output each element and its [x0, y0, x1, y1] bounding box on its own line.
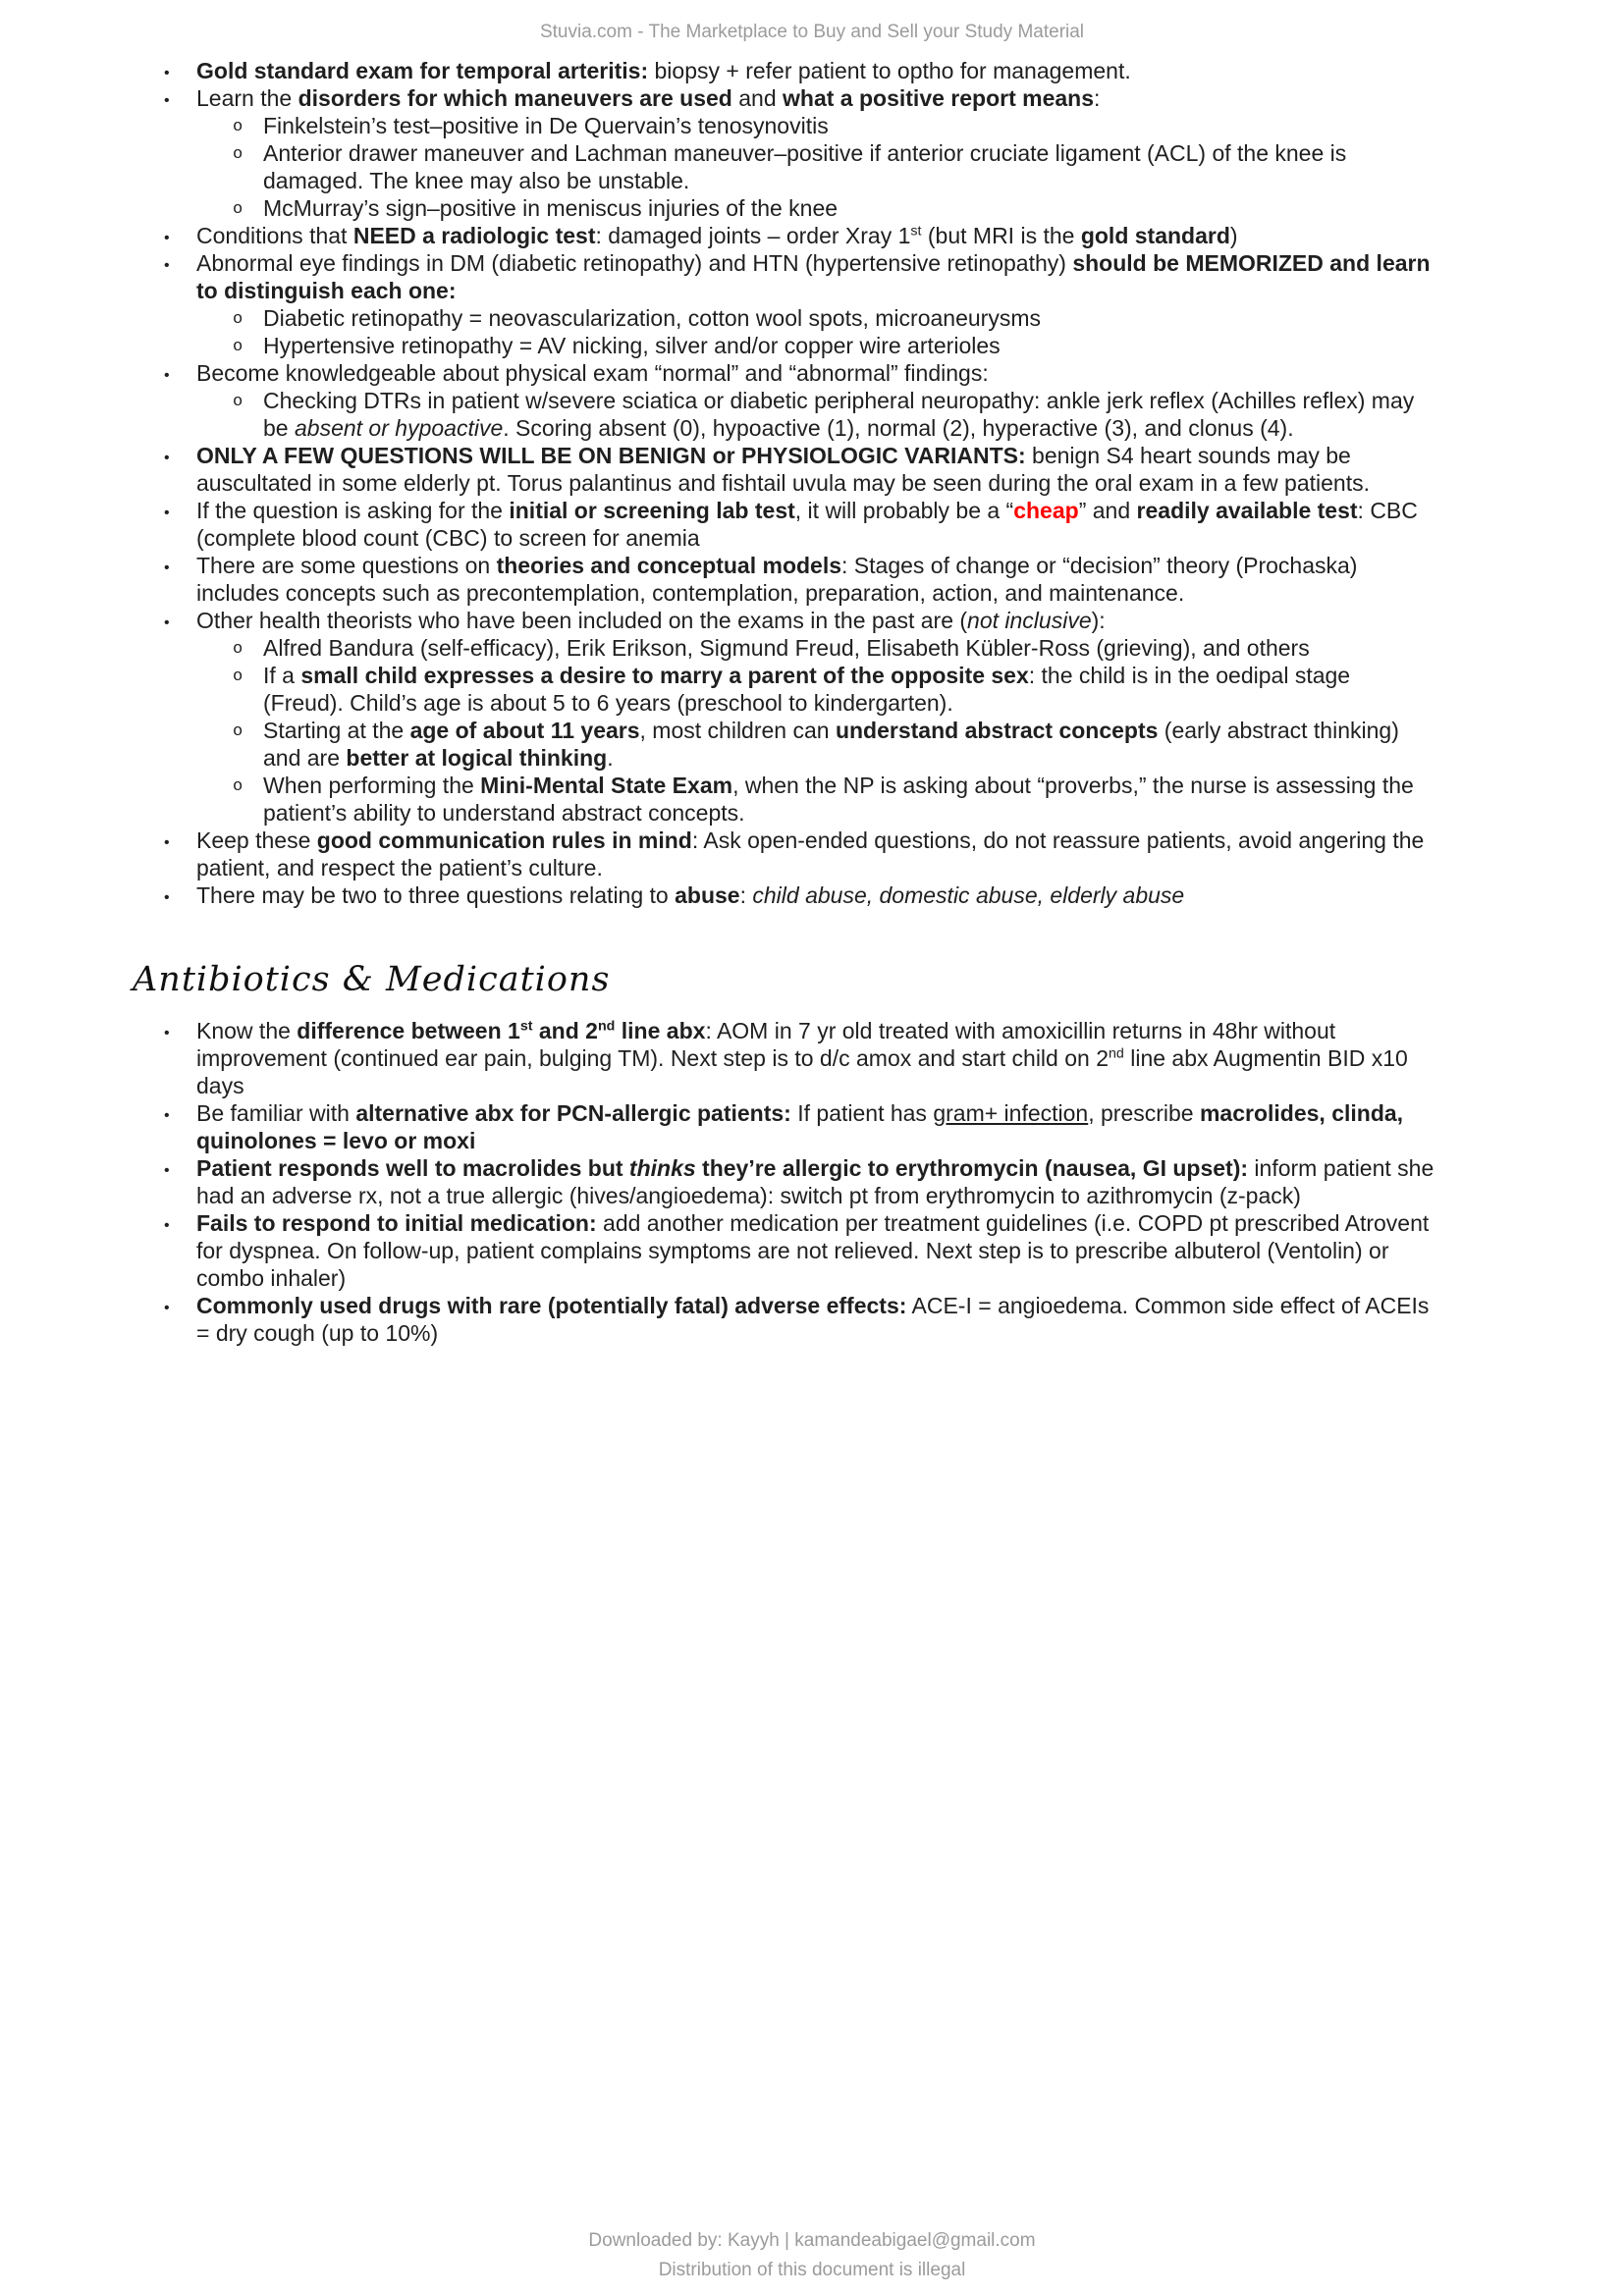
- list-item-text: Fails to respond to initial medication: add another medication per treatment guidelines (i.e. COPD pt prescribed Atrovent for dyspnea. On follow-up, patient complains symptoms are not relieved. Next step is to prescribe albuterol (Ventolin) or combo inhaler): [196, 1210, 1430, 1291]
- bullet-marker: o: [233, 393, 244, 411]
- document-content: [133, 57, 1435, 1347]
- page-footer: [0, 2226, 1624, 2285]
- list-item-text: Diabetic retinopathy = neovascularization, cotton wool spots, microaneurysms: [263, 305, 1041, 331]
- bullet-marker: o: [233, 722, 244, 741]
- bullet-marker: o: [233, 667, 244, 686]
- bullet-marker: •: [164, 1107, 170, 1124]
- bullet-marker: •: [164, 367, 170, 384]
- sub-list-item: [233, 112, 1435, 139]
- bullet-marker: •: [164, 834, 170, 851]
- bullet-marker: o: [233, 310, 244, 329]
- bullet-marker: •: [164, 450, 170, 466]
- bullet-marker: •: [164, 560, 170, 576]
- list-item-text: If a small child expresses a desire to marry a parent of the opposite sex: the child is in the oedipal stage (Freud). Child’s age is about 5 to 6 years (preschool to kindergarten).: [263, 663, 1351, 716]
- sub-list-item: [233, 634, 1435, 662]
- list-item-text: Other health theorists who have been included on the exams in the past are (not inclusive):: [196, 608, 1106, 633]
- list-item-text: When performing the Mini-Mental State Exam, when the NP is asking about “proverbs,” the nurse is assessing the patient’s ability to understand abstract concepts.: [263, 773, 1414, 826]
- bullet-marker: •: [164, 889, 170, 906]
- list-item: [164, 249, 1435, 304]
- list-item: [164, 359, 1435, 387]
- list-item-text: Anterior drawer maneuver and Lachman maneuver–positive if anterior cruciate ligament (ACL) of the knee is damaged. The knee may also be unstable.: [263, 140, 1347, 193]
- list-item-text: Starting at the age of about 11 years, most children can understand abstract concepts (early abstract thinking) and are better at logical thinking.: [263, 718, 1399, 771]
- list-item-text: Learn the disorders for which maneuvers are used and what a positive report means:: [196, 85, 1101, 111]
- list-item: [164, 1209, 1435, 1292]
- list-item-text: Patient responds well to macrolides but thinks they’re allergic to erythromycin (nausea, GI upset): inform patient she had an adverse rx, not a true allergic (hives/angioedema): switch pt from erythromycin to azithromycin (z-pack): [196, 1155, 1435, 1208]
- list-item-text: Finkelstein’s test–positive in De Quervain’s tenosynovitis: [263, 113, 829, 138]
- sub-list-item: [233, 662, 1435, 717]
- list-item-text: Hypertensive retinopathy = AV nicking, silver and/or copper wire arterioles: [263, 333, 1001, 358]
- bullet-marker: •: [164, 92, 170, 109]
- section-heading: Antibiotics & Medications: [133, 960, 611, 999]
- list-item: [164, 1017, 1435, 1099]
- list-item-text: Know the difference between 1st and 2nd line abx: AOM in 7 yr old treated with amoxicillin returns in 48hr without improvement (continued ear pain, bulging TM). Next step is to d/c amox and start child on 2nd line abx Augmentin BID x10 days: [196, 1018, 1408, 1098]
- list-item-text: Gold standard exam for temporal arteritis: biopsy + refer patient to optho for management.: [196, 58, 1131, 83]
- list-item-text: Checking DTRs in patient w/severe sciatica or diabetic peripheral neuropathy: ankle jerk reflex (Achilles reflex) may be absent or hypoactive. Scoring absent (0), hypoactive (1), normal (2), hyperactive (3), and clonus (4).: [263, 388, 1415, 441]
- bullet-marker: •: [164, 65, 170, 81]
- sub-list-item: [233, 139, 1435, 194]
- sub-list-item: [233, 772, 1435, 827]
- bullet-marker: o: [233, 200, 244, 219]
- list-item: [164, 881, 1435, 909]
- bullet-marker: •: [164, 1217, 170, 1234]
- list-item-text: If the question is asking for the initial or screening lab test, it will probably be a “cheap” and readily available test: CBC (complete blood count (CBC) to screen for anemia: [196, 498, 1418, 551]
- sub-list-item: [233, 304, 1435, 332]
- list-item-text: Keep these good communication rules in mind: Ask open-ended questions, do not reassure patients, avoid angering the patient, and respect the patient’s culture.: [196, 828, 1425, 881]
- list-item-text: Become knowledgeable about physical exam “normal” and “abnormal” findings:: [196, 360, 989, 386]
- list-item-text: ONLY A FEW QUESTIONS WILL BE ON BENIGN or PHYSIOLOGIC VARIANTS: benign S4 heart sounds may be auscultated in some elderly pt. Torus palantinus and fishtail uvula may be seen during the oral exam in a few patients.: [196, 443, 1370, 496]
- list-item: [164, 442, 1435, 497]
- sub-list-item: [233, 194, 1435, 222]
- bullet-marker: •: [164, 1162, 170, 1179]
- list-item: [164, 57, 1435, 84]
- list-item-text: Be familiar with alternative abx for PCN-allergic patients: If patient has gram+ infection, prescribe macrolides, clinda, quinolones = levo or moxi: [196, 1100, 1404, 1153]
- list-item: [164, 497, 1435, 552]
- bullet-marker: •: [164, 230, 170, 246]
- sub-list-item: [233, 387, 1435, 442]
- bullet-marker: o: [233, 118, 244, 136]
- page-header: Stuvia.com - The Marketplace to Buy and Sell your Study Material: [539, 22, 1085, 42]
- list-item: [164, 552, 1435, 607]
- bullet-marker: •: [164, 1025, 170, 1041]
- bullet-marker: •: [164, 505, 170, 521]
- list-item: [164, 1154, 1435, 1209]
- bullet-marker: •: [164, 1300, 170, 1316]
- list-item: [164, 827, 1435, 881]
- list-item-text: Commonly used drugs with rare (potentially fatal) adverse effects: ACE-I = angioedema. Common side effect of ACEIs = dry cough (up to 10%): [196, 1293, 1430, 1346]
- bullet-marker: •: [164, 614, 170, 631]
- list-item-text: Conditions that NEED a radiologic test: damaged joints – order Xray 1st (but MRI is the gold standard): [196, 223, 1238, 248]
- footer-disclaimer: Distribution of this document is illegal: [658, 2260, 966, 2280]
- bullet-marker: o: [233, 640, 244, 659]
- list-item: [164, 84, 1435, 112]
- list-item: [164, 1292, 1435, 1347]
- list-item-text: There are some questions on theories and conceptual models: Stages of change or “decision” theory (Prochaska) includes concepts such as precontemplation, contemplation, preparation, action, and maintenance.: [196, 553, 1358, 606]
- list-item-text: Alfred Bandura (self-efficacy), Erik Erikson, Sigmund Freud, Elisabeth Kübler-Ross (grieving), and others: [263, 635, 1310, 661]
- footer-downloaded-by: Downloaded by: Kayyh | kamandeabigael@gmail.com: [588, 2230, 1036, 2251]
- list-item: [164, 1099, 1435, 1154]
- bullet-marker: o: [233, 145, 244, 164]
- bullet-marker: o: [233, 777, 244, 796]
- list-item-text: Abnormal eye findings in DM (diabetic retinopathy) and HTN (hypertensive retinopathy) should be MEMORIZED and learn to distinguish each one:: [196, 250, 1431, 303]
- list-item: [164, 222, 1435, 249]
- sub-list-item: [233, 717, 1435, 772]
- list-item-text: There may be two to three questions relating to abuse: child abuse, domestic abuse, elderly abuse: [196, 882, 1185, 908]
- list-item: [164, 607, 1435, 634]
- sub-list-item: [233, 332, 1435, 359]
- bullet-marker: •: [164, 257, 170, 274]
- list-item-text: McMurray’s sign–positive in meniscus injuries of the knee: [263, 195, 839, 221]
- bullet-marker: o: [233, 338, 244, 356]
